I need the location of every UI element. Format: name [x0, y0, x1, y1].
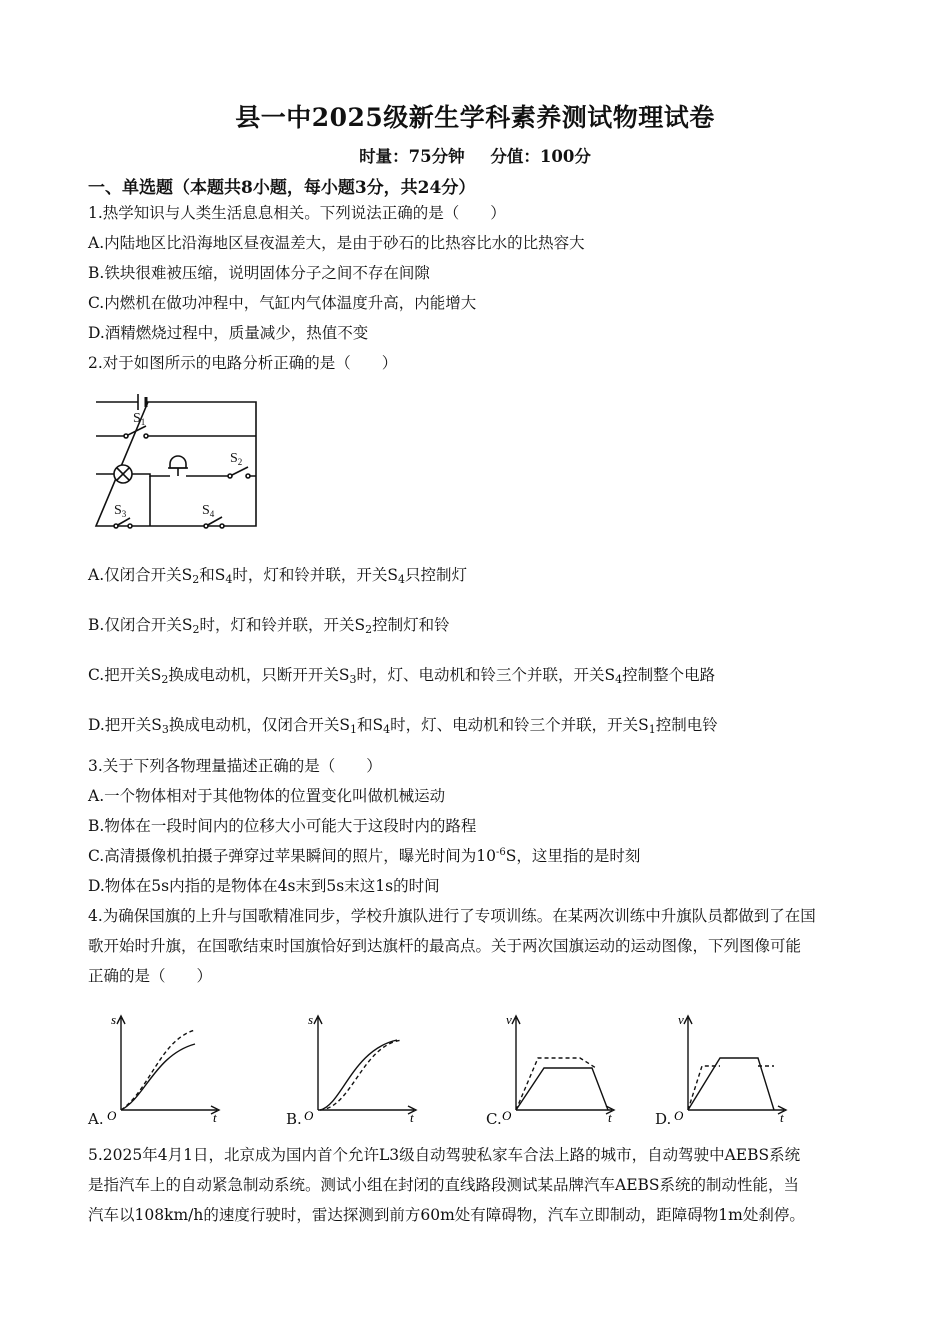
q1-option-c: C.内燃机在做功冲程中，气缸内气体温度升高，内能增大 — [88, 294, 477, 312]
q1-stem: 1.热学知识与人类生活息息相关。下列说法正确的是（ ） — [88, 204, 506, 222]
graph-d-y-label: v — [678, 1012, 684, 1027]
graph-d-x-label: t — [780, 1110, 784, 1125]
graph-c-solid-trapezoid — [516, 1068, 608, 1110]
q1-option-a: A.内陆地区比沿海地区昼夜温差大，是由于砂石的比热容比水的比热容大 — [88, 234, 585, 252]
label-s2: $S_2$ — [230, 451, 243, 467]
graph-a-y-label: s — [111, 1012, 117, 1027]
total-score: 分值：100分 — [490, 147, 591, 166]
graph-b-dashed-curve — [320, 1040, 402, 1110]
graph-c-origin: O — [502, 1108, 512, 1123]
graph-c-dashed-trapezoid — [516, 1058, 596, 1110]
graph-c — [500, 1010, 620, 1125]
label-s1: $S_1$ — [133, 411, 146, 427]
q5-line1: 5.2025年4月1日，北京成为国内首个允许L3级自动驾驶私家车合法上路的城市，自动驾驶中AEBS系统 — [88, 1146, 801, 1164]
graph-d-label: D. — [655, 1110, 672, 1128]
q3-option-b: B.物体在一段时间内的位移大小可能大于这段时内的路程 — [88, 817, 477, 835]
q3-option-d: D.物体在5s内指的是物体在4s末到5s末这1s的时间 — [88, 877, 440, 895]
s2-blade — [230, 467, 248, 476]
section-heading: 一、单选题（本题共8小题，每小题3分，共24分） — [88, 178, 476, 198]
q5-line2: 是指汽车上的自动紧急制动系统。测试小组在封闭的直线路段测试某品牌汽车AEBS系统的制动性能，当 — [88, 1176, 800, 1194]
graph-b — [302, 1010, 422, 1125]
graph-b-solid-curve — [320, 1040, 397, 1110]
time-limit: 时量：75分钟 — [359, 147, 465, 166]
graph-c-x-label: t — [608, 1110, 612, 1125]
graph-b-y-label: s — [308, 1012, 314, 1027]
q4-stem-line3: 正确的是（ ） — [88, 967, 213, 985]
exam-meta — [0, 143, 950, 167]
graph-a-x-label: t — [213, 1110, 217, 1125]
graph-d-origin: O — [674, 1108, 684, 1123]
q1-option-d: D.酒精燃烧过程中，质量减少，热值不变 — [88, 324, 369, 342]
q2-stem: 2.对于如图所示的电路分析正确的是（ ） — [88, 354, 398, 372]
graph-a-label: A. — [88, 1110, 104, 1128]
graph-b-x-label: t — [410, 1110, 414, 1125]
q3-stem: 3.关于下列各物理量描述正确的是（ ） — [88, 757, 382, 775]
graph-c-label: C. — [486, 1110, 502, 1128]
q1-option-b: B.铁块很难被压缩，说明固体分子之间不存在间隙 — [88, 264, 430, 282]
graph-b-label: B. — [286, 1110, 302, 1128]
label-s3: $S_3$ — [114, 503, 127, 519]
q3-option-a: A.一个物体相对于其他物体的位置变化叫做机械运动 — [88, 787, 446, 805]
q5-line3: 汽车以108km/h的速度行驶时，雷达探测到前方60m处有障碍物，汽车立即制动，距障碍物1m处刹停。 — [88, 1206, 805, 1224]
graph-d — [672, 1010, 792, 1125]
label-s4: $S_4$ — [202, 503, 215, 519]
q2-option-c: C.把开关$S_2$换成电动机，只断开开关$S_3$时，灯、电动机和铃三个并联，开关$S_4$控制整个电路 — [88, 666, 716, 686]
circuit-diagram — [88, 392, 268, 534]
s1-blade — [126, 426, 146, 436]
graph-c-y-label: v — [506, 1012, 512, 1027]
graph-b-origin: O — [304, 1108, 314, 1123]
q4-stem-line1: 4.为确保国旗的上升与国歌精准同步，学校升旗队进行了专项训练。在某两次训练中升旗队员都做到了在国 — [88, 907, 816, 925]
q2-option-a: A.仅闭合开关$S_2$和$S_4$时，灯和铃并联，开关$S_4$只控制灯 — [88, 566, 468, 586]
q4-stem-line2: 歌开始时升旗，在国歌结束时国旗恰好到达旗杆的最高点。关于两次国旗运动的运动图像，下列图像可能 — [88, 937, 802, 955]
q2-option-d: D.把开关$S_3$换成电动机，仅闭合开关$S_1$和$S_4$时，灯、电动机和铃三个并联，开关$S_1$控制电铃 — [88, 716, 718, 736]
q3-option-c: C.高清摄像机拍摄子弹穿过苹果瞬间的照片，曝光时间为$10^{-6}S$，这里指的是时刻 — [88, 847, 641, 865]
graph-a — [105, 1010, 225, 1125]
q2-option-b: B.仅闭合开关$S_2$时，灯和铃并联，开关$S_2$控制灯和铃 — [88, 616, 450, 636]
bell-icon — [170, 456, 186, 468]
page-title: 县一中2025级新生学科素养测试物理试卷 — [235, 103, 715, 132]
graph-a-origin: O — [107, 1108, 117, 1123]
